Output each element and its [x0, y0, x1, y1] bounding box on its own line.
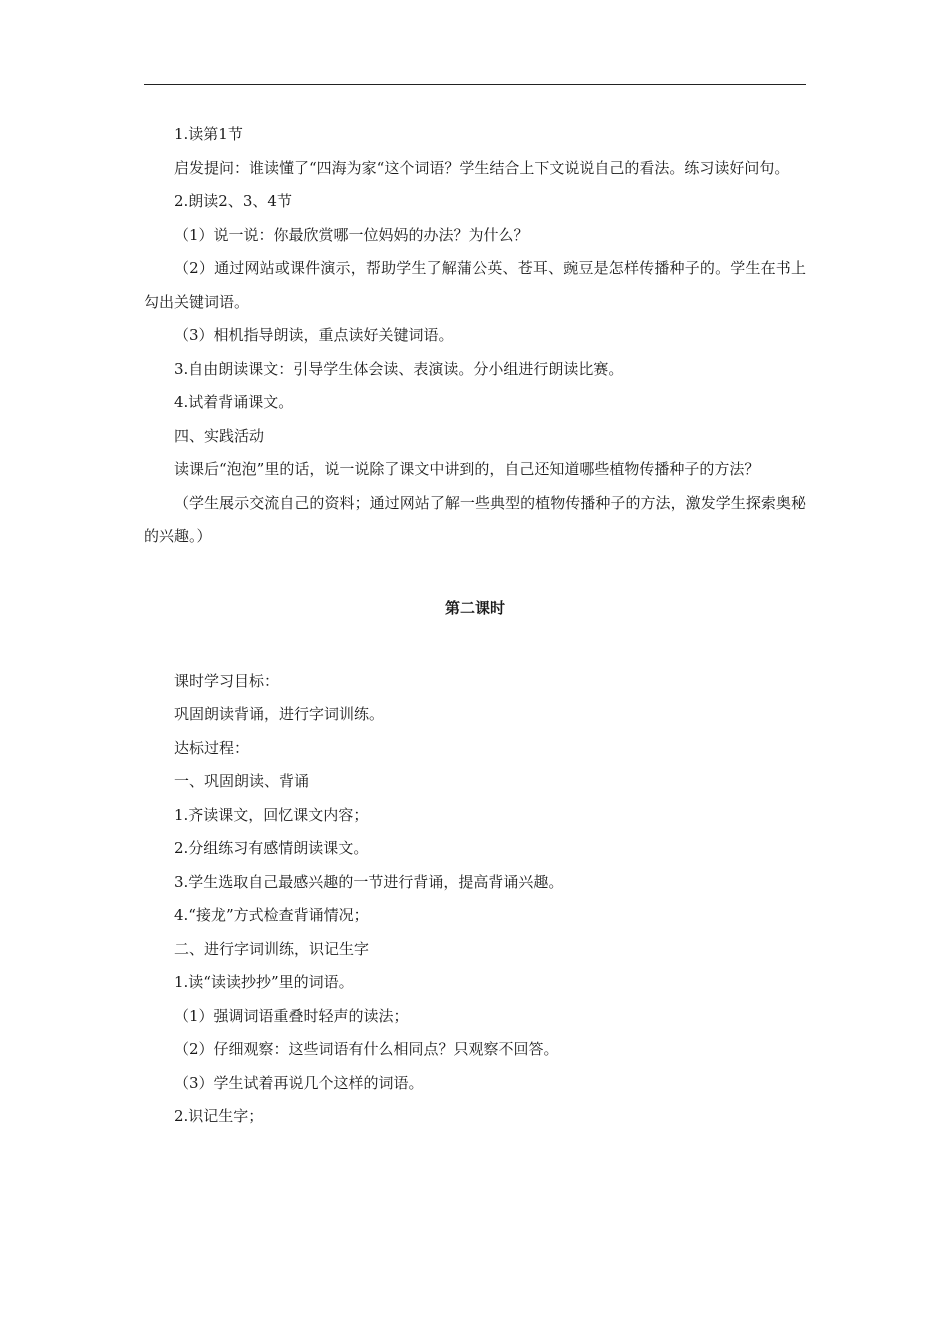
- paragraph: （1）强调词语重叠时轻声的读法；: [174, 1006, 409, 1025]
- spacer: [144, 554, 806, 592]
- paragraph: 4.试着背诵课文。: [174, 393, 294, 411]
- paragraph: （1）说一说：你最欣赏哪一位妈妈的办法？为什么？: [174, 225, 529, 244]
- paragraph: （学生展示交流自己的资料；通过网站了解一些典型的植物传播种子的方法，激发学生探索奥秘的兴趣。）: [144, 493, 806, 545]
- heading-word-training: 二、进行字词训练，识记生字: [174, 939, 370, 958]
- paragraph: 读课后“泡泡”里的话，说一说除了课文中讲到的，自己还知道哪些植物传播种子的方法？: [174, 460, 760, 478]
- spacer: [144, 625, 806, 665]
- paragraph: 达标过程：: [174, 738, 250, 757]
- paragraph: 课时学习目标：: [174, 671, 280, 690]
- paragraph: （3）相机指导朗读，重点读好关键词语。: [174, 326, 454, 344]
- paragraph: 2.识记生字；: [174, 1107, 264, 1125]
- paragraph: 2.分组练习有感情朗读课文。: [174, 839, 369, 857]
- paragraph: （2）通过网站或课件演示，帮助学生了解蒲公英、苍耳、豌豆是怎样传播种子的。学生在书上勾出关键词语。: [144, 259, 806, 311]
- heading-practice-activity: 四、实践活动: [174, 426, 265, 445]
- paragraph: 1.齐读课文，回忆课文内容；: [174, 805, 369, 824]
- paragraph: 2.朗读2、3、4节: [174, 192, 292, 210]
- paragraph: 4.“接龙”方式检查背诵情况；: [174, 906, 369, 924]
- paragraph: 3.学生选取自己最感兴趣的一节进行背诵，提高背诵兴趣。: [174, 872, 564, 891]
- paragraph: 启发提问：谁读懂了“四海为家“这个词语？学生结合上下文说说自己的看法。练习读好问句。: [174, 158, 790, 177]
- paragraph: 3.自由朗读课文：引导学生体会读、表演读。分小组进行朗读比赛。: [174, 359, 624, 378]
- paragraph: （2）仔细观察：这些词语有什么相同点？只观察不回答。: [174, 1040, 559, 1058]
- paragraph: 1.读第1节: [174, 125, 243, 143]
- heading-consolidate: 一、巩固朗读、背诵: [174, 772, 310, 790]
- paragraph: 1.读“读读抄抄”里的词语。: [174, 973, 354, 991]
- paragraph: （3）学生试着再说几个这样的词语。: [174, 1073, 424, 1092]
- paragraph: 巩固朗读背诵，进行字词训练。: [174, 705, 385, 723]
- document-body: [144, 118, 806, 1134]
- section-title: 第二课时: [444, 598, 505, 617]
- header-rule: [144, 84, 806, 85]
